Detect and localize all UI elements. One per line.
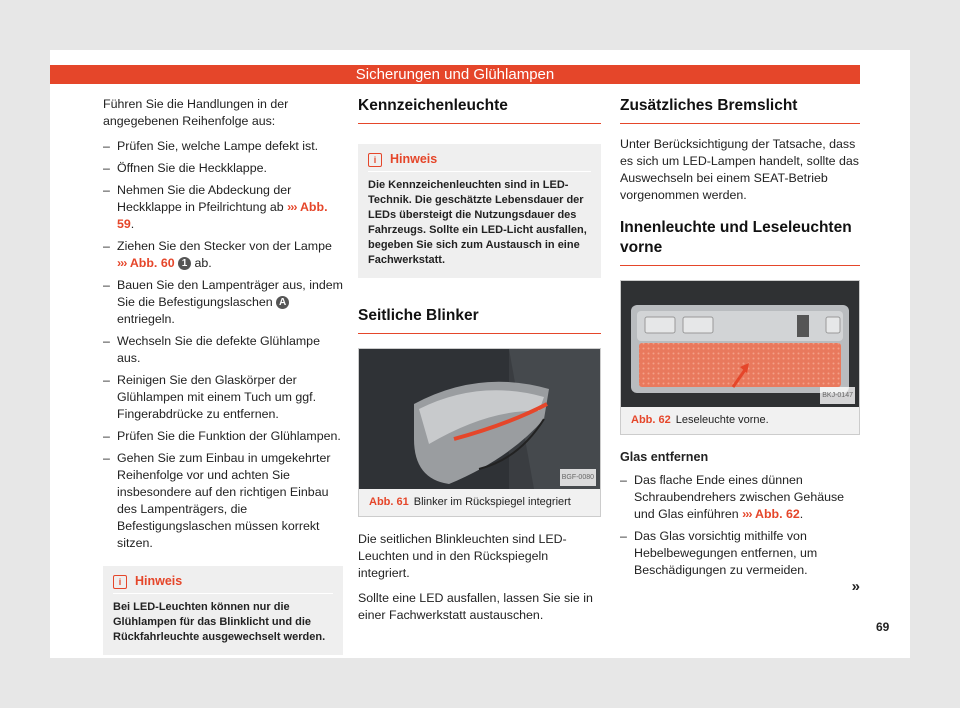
note-box: [103, 566, 343, 655]
column-left: [103, 96, 343, 655]
figure-caption: Blinker im Rückspiegel integriert: [413, 496, 571, 508]
continue-mark: »: [851, 578, 860, 595]
info-icon: i: [113, 575, 127, 589]
column-middle: [358, 96, 601, 632]
column-right: [620, 96, 860, 595]
list-item: – Öffnen Sie die Heckklappe.: [103, 160, 343, 177]
section-title: Innenleuchte und Leseleuchten vorne: [620, 218, 860, 266]
list-item: – Bauen Sie den Lampenträger aus, indem Sie die Befestigungslaschen A entriegeln.: [103, 277, 343, 328]
callout-badge: A: [276, 296, 289, 309]
figure-link[interactable]: Abb. 62: [755, 507, 800, 521]
section-title: Zusätzliches Bremslicht: [620, 96, 860, 124]
subheading: Glas entfernen: [620, 450, 709, 464]
note-title: Hinweis: [135, 574, 183, 588]
xref-arrow: ›››: [742, 507, 752, 521]
list-item: – Gehen Sie zum Einbau in umgekehrter Reihenfolge vor und achten Sie insbesondere auf den richtigen Einbau des Lampenträgers, die Befestigungslaschen müssen korrekt sitzen.: [103, 450, 343, 552]
figure-mirror: [358, 348, 601, 517]
page-header: Sicherungen und Glühlampen: [50, 65, 860, 84]
figure-link[interactable]: Abb. 60: [129, 256, 175, 270]
figure-label: Abb. 61: [369, 496, 409, 508]
note-title: Hinweis: [390, 152, 438, 166]
step-list: [620, 472, 860, 579]
list-item: – Ziehen Sie den Stecker von der Lampe ››› Abb. 60 1 ab.: [103, 238, 343, 272]
list-item: – Nehmen Sie die Abdeckung der Heckklappe in Pfeilrichtung ab ››› Abb. 59.: [103, 182, 343, 233]
figure-caption: Leseleuchte vorne.: [675, 414, 769, 426]
list-item: – Das flache Ende eines dünnen Schraubendrehers zwischen Gehäuse und Glas einführen ››› Abb. 62.: [620, 472, 860, 523]
list-item: – Prüfen Sie, welche Lampe defekt ist.: [103, 138, 343, 155]
section-title: Seitliche Blinker: [358, 306, 601, 334]
note-text: Die Kennzeichenleuchten sind in LED-Technik. Die geschätzte Lebensdauer der LEDs übersteigt die Nutzungsdauer des Fahrzeugs. Sollte ein LED-Licht ausfallen, begeben Sie sich zum Austausch in eine Fachwerkstatt.: [368, 179, 587, 266]
xref-arrow: ›››: [287, 200, 297, 214]
page-number: 69: [876, 620, 890, 634]
note-box: [358, 144, 601, 278]
paragraph: Sollte eine LED ausfallen, lassen Sie sie in einer Fachwerkstatt austauschen.: [358, 591, 593, 622]
figure-light: [620, 280, 860, 435]
list-item: – Reinigen Sie den Glaskörper der Glühlampen mit einem Tuch um ggf. Fingerabdrücke zu entfernen.: [103, 372, 343, 423]
figure-code: BKJ-0147: [820, 387, 855, 404]
note-text: Bei LED-Leuchten können nur die Glühlampen für das Blinklicht und die Rückfahrleuchte ausgewechselt werden.: [113, 601, 326, 643]
mirror-illustration: [359, 349, 600, 489]
list-item: – Das Glas vorsichtig mithilfe von Hebelbewegungen entfernen, um Beschädigungen zu vermeiden.: [620, 528, 860, 579]
intro-text: Führen Sie die Handlungen in der angegebenen Reihenfolge aus:: [103, 97, 289, 128]
callout-badge: 1: [178, 257, 191, 270]
figure-code: BGF-0080: [560, 469, 596, 486]
list-item: – Wechseln Sie die defekte Glühlampe aus.: [103, 333, 343, 367]
paragraph: Unter Berücksichtigung der Tatsache, dass es sich um LED-Lampen handelt, sollte das Auswechseln bei einem SEAT-Betrieb vorgenommen werden.: [620, 137, 859, 202]
xref-arrow: ›››: [117, 256, 127, 270]
info-icon: i: [368, 153, 382, 167]
list-item: – Prüfen Sie die Funktion der Glühlampen.: [103, 428, 343, 445]
paragraph: Die seitlichen Blinkleuchten sind LED-Leuchten und in den Rückspiegeln integriert.: [358, 532, 567, 580]
figure-link[interactable]: Abb. 59: [117, 200, 328, 231]
figure-label: Abb. 62: [631, 414, 671, 426]
step-list: [103, 138, 343, 552]
section-title: Kennzeichenleuchte: [358, 96, 601, 124]
